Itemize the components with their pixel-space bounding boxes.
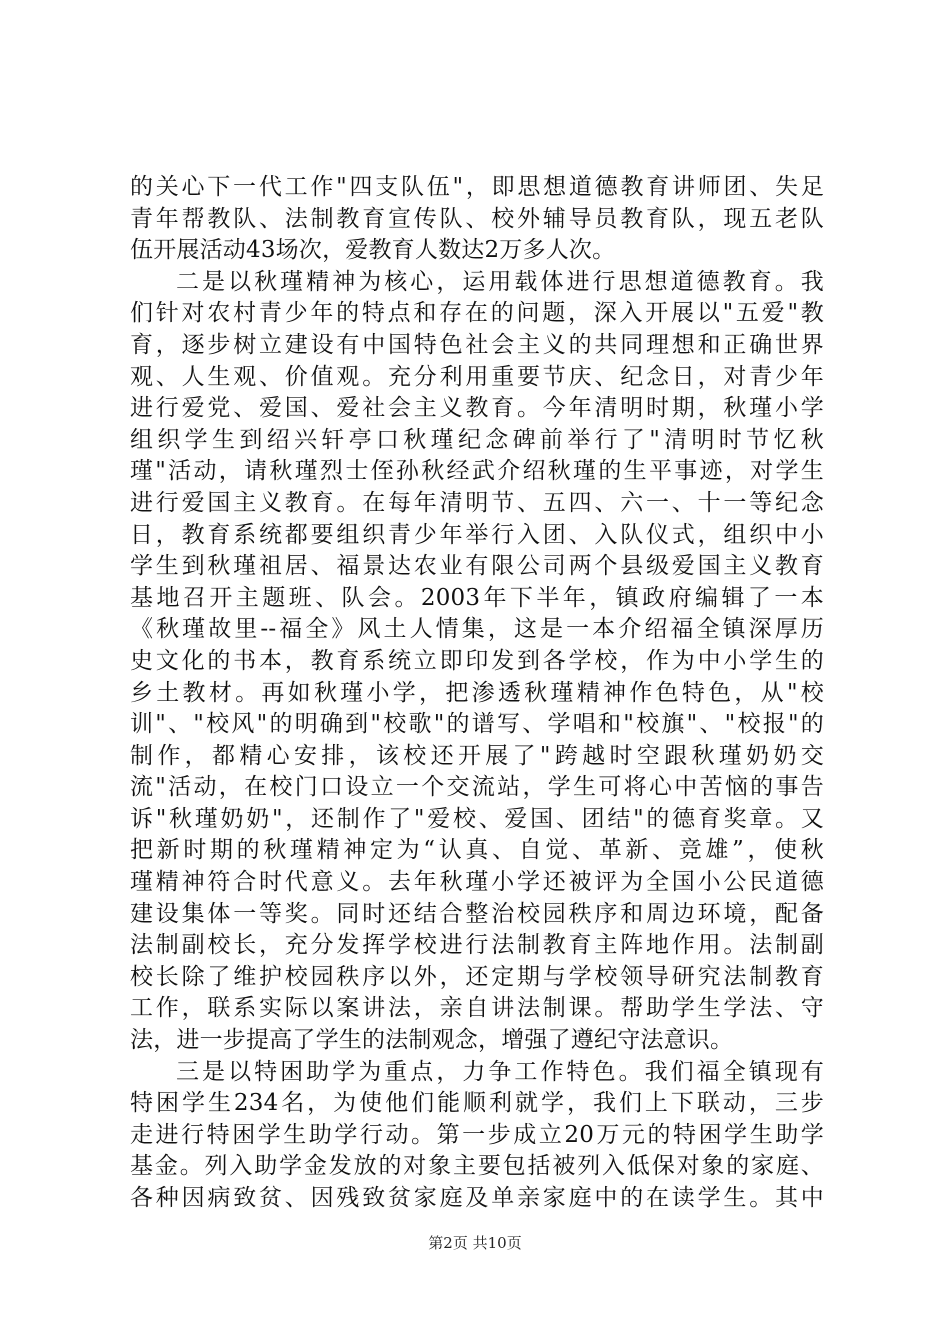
text-line: 工作，联系实际以案讲法，亲自讲法制课。帮助学生学法、守 — [130, 995, 824, 1022]
text-line: 伍开展活动43场次，爱教育人数达2万多人次。 — [130, 237, 616, 264]
text-line: 观、人生观、价值观。充分利用重要节庆、纪念日，对青少年 — [130, 363, 824, 390]
text-line: 校长除了维护校园秩序以外，还定期与学校领导研究法制教育 — [130, 963, 824, 990]
text-line: 法制副校长，充分发挥学校进行法制教育主阵地作用。法制副 — [130, 932, 824, 959]
text-line: 组织学生到绍兴轩亭口秋瑾纪念碑前举行了"清明时节忆秋 — [130, 426, 824, 453]
text-line: 流"活动，在校门口设立一个交流站，学生可将心中苦恼的事告 — [130, 774, 824, 801]
text-line: 们针对农村青少年的特点和存在的问题，深入开展以"五爱"教 — [130, 300, 824, 327]
text-line: 《秋瑾故里--福全》风土人情集，这是一本介绍福全镇深厚历 — [130, 616, 824, 643]
text-line: 瑾"活动，请秋瑾烈士侄孙秋经武介绍秋瑾的生平事迹，对学生 — [130, 458, 824, 485]
text-line: 走进行特困学生助学行动。第一步成立20万元的特困学生助学 — [130, 1121, 824, 1148]
text-line: 进行爱党、爱国、爱社会主义教育。今年清明时期，秋瑾小学 — [130, 395, 824, 422]
text-line: 二是以秋瑾精神为核心，运用载体进行思想道德教育。我 — [176, 268, 824, 295]
page-footer: 第2页 共10页 — [428, 1234, 522, 1252]
text-line: 诉"秋瑾奶奶"，还制作了"爱校、爱国、团结"的德育奖章。又 — [130, 805, 824, 832]
text-line: 建设集体一等奖。同时还结合整治校园秩序和周边环境，配备 — [130, 900, 824, 927]
text-line: 史文化的书本，教育系统立即印发到各学校，作为中小学生的 — [130, 647, 824, 674]
text-line: 制作，都精心安排，该校还开展了"跨越时空跟秋瑾奶奶交 — [130, 742, 824, 769]
text-line: 各种因病致贫、因残致贫家庭及单亲家庭中的在读学生。其中 — [130, 1185, 824, 1211]
text-line: 训"、"校风"的明确到"校歌"的谱写、学唱和"校旗"、"校报"的 — [130, 711, 824, 738]
text-line: 日，教育系统都要组织青少年举行入团、入队仪式，组织中小 — [130, 521, 824, 548]
text-line: 的关心下一代工作"四支队伍"，即思想道德教育讲师团、失足 — [130, 174, 824, 200]
text-line: 育，逐步树立建设有中国特色社会主义的共同理想和正确世界 — [130, 331, 824, 358]
text-line: 三是以特困助学为重点，力争工作特色。我们福全镇现有 — [176, 1058, 824, 1085]
text-line: 基地召开主题班、队会。2003年下半年，镇政府编辑了一本 — [130, 584, 824, 611]
text-line: 乡土教材。再如秋瑾小学，把渗透秋瑾精神作色特色，从"校 — [130, 679, 824, 706]
text-line: 学生到秋瑾祖居、福景达农业有限公司两个县级爱国主义教育 — [130, 553, 824, 580]
text-line: 进行爱国主义教育。在每年清明节、五四、六一、十一等纪念 — [130, 489, 824, 516]
text-line: 把新时期的秋瑾精神定为“认真、自觉、革新、竞雄”，使秋 — [130, 837, 824, 864]
text-line: 青年帮教队、法制教育宣传队、校外辅导员教育队，现五老队 — [130, 205, 824, 232]
document-body — [130, 172, 824, 1215]
text-line: 法，进一步提高了学生的法制观念，增强了遵纪守法意识。 — [130, 1027, 734, 1054]
text-line: 特困学生234名，为使他们能顺利就学，我们上下联动，三步 — [130, 1090, 824, 1117]
text-line: 瑾精神符合时代意义。去年秋瑾小学还被评为全国小公民道德 — [130, 869, 824, 896]
text-line: 基金。列入助学金发放的对象主要包括被列入低保对象的家庭、 — [130, 1153, 824, 1180]
